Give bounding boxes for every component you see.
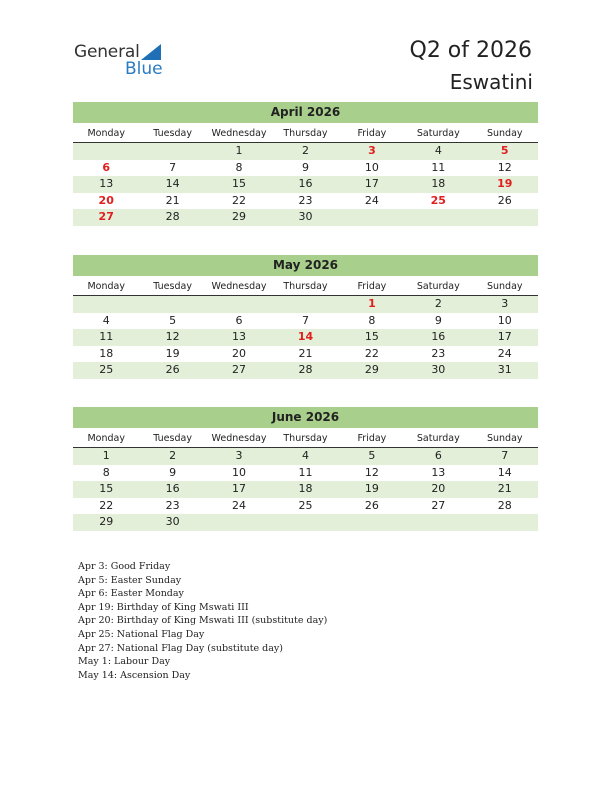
holiday-day-cell: 14 xyxy=(297,330,314,344)
weekday-label: Friday xyxy=(357,281,387,292)
day-cell xyxy=(272,514,338,531)
day-cell: 17 xyxy=(497,330,512,344)
day-cell: 27 xyxy=(431,498,446,512)
logo-triangle-icon xyxy=(141,44,161,60)
day-cell: 21 xyxy=(298,346,313,360)
weekday-label: Wednesday xyxy=(211,281,267,292)
weekday-header-row xyxy=(73,430,538,448)
weekday-label: Friday xyxy=(357,128,387,139)
day-cell: 9 xyxy=(169,465,177,479)
day-cell: 20 xyxy=(431,482,446,496)
generalblue-logo xyxy=(74,42,174,78)
day-cell: 26 xyxy=(364,498,379,512)
day-cell xyxy=(139,296,205,313)
week-row xyxy=(73,160,538,177)
weekday-label: Friday xyxy=(357,433,387,444)
day-cell: 24 xyxy=(232,498,247,512)
weekday-label: Wednesday xyxy=(211,433,267,444)
holiday-day-cell: 25 xyxy=(430,193,446,207)
day-cell xyxy=(339,514,405,531)
week-row xyxy=(73,176,538,193)
weekday-label: Tuesday xyxy=(153,433,192,444)
day-cell: 28 xyxy=(165,210,180,224)
week-row xyxy=(73,362,538,379)
weekday-label: Monday xyxy=(87,281,125,292)
holiday-note: May 1: Labour Day xyxy=(78,656,171,668)
day-cell: 26 xyxy=(497,193,512,207)
weekday-label: Tuesday xyxy=(153,281,192,292)
day-cell: 12 xyxy=(165,330,180,344)
day-cell: 8 xyxy=(102,465,110,479)
day-cell: 24 xyxy=(364,193,379,207)
week-row xyxy=(73,296,538,313)
day-cell: 30 xyxy=(431,363,446,377)
day-cell xyxy=(339,209,405,226)
day-cell: 16 xyxy=(298,177,313,191)
day-cell: 5 xyxy=(169,313,177,327)
day-cell: 2 xyxy=(301,144,309,157)
weekday-header-row xyxy=(73,125,538,143)
day-cell xyxy=(472,209,538,226)
week-row xyxy=(73,346,538,363)
holiday-day-cell: 20 xyxy=(98,193,114,207)
holiday-day-cell: 27 xyxy=(98,210,114,224)
weekday-label: Saturday xyxy=(416,128,460,139)
day-cell: 13 xyxy=(99,177,114,191)
month-title: May 2026 xyxy=(73,255,538,276)
day-cell: 13 xyxy=(232,330,247,344)
logo-blue-text: Blue xyxy=(125,59,163,79)
week-row xyxy=(73,481,538,498)
holiday-day-cell: 1 xyxy=(368,297,376,310)
holiday-note: Apr 27: National Flag Day (substitute day) xyxy=(78,642,283,654)
day-cell: 2 xyxy=(169,449,177,462)
day-cell: 10 xyxy=(232,465,247,479)
day-cell: 11 xyxy=(298,465,313,479)
weekday-label: Thursday xyxy=(283,433,328,444)
month-calendar xyxy=(73,255,538,379)
day-cell: 4 xyxy=(301,449,309,462)
holiday-note: Apr 3: Good Friday xyxy=(78,561,171,572)
day-cell: 17 xyxy=(364,177,379,191)
day-cell: 9 xyxy=(301,160,309,174)
day-cell: 22 xyxy=(232,193,247,207)
day-cell: 1 xyxy=(102,449,110,462)
day-cell: 14 xyxy=(497,465,512,479)
week-row xyxy=(73,498,538,515)
month-title: June 2026 xyxy=(73,407,538,428)
weekday-label: Sunday xyxy=(486,433,523,444)
day-cell: 24 xyxy=(497,346,512,360)
weekday-label: Thursday xyxy=(283,281,328,292)
day-cell: 16 xyxy=(165,482,180,496)
day-cell: 6 xyxy=(235,313,243,327)
holiday-note: May 14: Ascension Day xyxy=(78,669,191,681)
day-cell: 11 xyxy=(431,160,446,174)
day-cell: 21 xyxy=(165,193,180,207)
day-cell: 13 xyxy=(431,465,446,479)
day-cell: 15 xyxy=(232,177,247,191)
weekday-label: Monday xyxy=(87,128,125,139)
day-cell: 22 xyxy=(364,346,379,360)
day-cell: 29 xyxy=(99,515,114,529)
day-cell: 4 xyxy=(102,313,110,327)
holiday-day-cell: 3 xyxy=(368,144,376,157)
day-cell: 30 xyxy=(165,515,180,529)
day-cell: 14 xyxy=(165,177,180,191)
day-cell: 18 xyxy=(298,482,313,496)
holiday-note: Apr 6: Easter Monday xyxy=(78,588,184,600)
holiday-note: Apr 25: National Flag Day xyxy=(78,628,205,640)
holiday-note: Apr 5: Easter Sunday xyxy=(78,574,182,586)
weekday-label: Sunday xyxy=(486,281,523,292)
day-cell xyxy=(73,143,139,160)
page-title: Q2 of 2026 xyxy=(409,38,532,63)
day-cell: 23 xyxy=(165,498,180,512)
week-row xyxy=(73,465,538,482)
weekday-label: Saturday xyxy=(416,433,460,444)
day-cell: 5 xyxy=(368,449,376,462)
weekday-label: Thursday xyxy=(283,128,328,139)
day-cell: 16 xyxy=(431,330,446,344)
day-cell: 25 xyxy=(99,363,114,377)
holiday-day-cell: 19 xyxy=(497,177,513,191)
day-cell: 1 xyxy=(235,144,243,157)
holiday-note: Apr 19: Birthday of King Mswati III xyxy=(78,601,249,613)
day-cell xyxy=(73,296,139,313)
day-cell: 21 xyxy=(497,482,512,496)
month-calendar xyxy=(73,407,538,531)
day-cell: 22 xyxy=(99,498,114,512)
day-cell: 27 xyxy=(232,363,247,377)
holiday-notes xyxy=(78,560,327,682)
day-cell: 10 xyxy=(364,160,379,174)
week-row xyxy=(73,143,538,160)
day-cell: 12 xyxy=(364,465,379,479)
day-cell: 8 xyxy=(235,160,243,174)
weekday-header-row xyxy=(73,278,538,296)
day-cell: 29 xyxy=(364,363,379,377)
day-cell xyxy=(272,296,338,313)
day-cell: 7 xyxy=(501,449,509,462)
day-cell: 18 xyxy=(431,177,446,191)
week-row xyxy=(73,329,538,346)
weekday-label: Saturday xyxy=(416,281,460,292)
day-cell: 15 xyxy=(364,330,379,344)
logo-general-text: General xyxy=(74,42,140,62)
day-cell: 12 xyxy=(497,160,512,174)
day-cell: 3 xyxy=(501,297,509,310)
day-cell: 23 xyxy=(431,346,446,360)
day-cell: 26 xyxy=(165,363,180,377)
month-title: April 2026 xyxy=(73,102,538,123)
day-cell: 7 xyxy=(169,160,177,174)
day-cell xyxy=(206,296,272,313)
day-cell: 19 xyxy=(364,482,379,496)
holiday-day-cell: 6 xyxy=(102,160,111,174)
week-row xyxy=(73,448,538,465)
week-row xyxy=(73,193,538,210)
day-cell: 3 xyxy=(235,449,243,462)
day-cell: 4 xyxy=(434,144,442,157)
weekday-label: Wednesday xyxy=(211,128,267,139)
day-cell: 8 xyxy=(368,313,376,327)
weekday-label: Sunday xyxy=(486,128,523,139)
day-cell xyxy=(405,209,471,226)
day-cell xyxy=(206,514,272,531)
day-cell: 29 xyxy=(232,210,247,224)
day-cell xyxy=(405,514,471,531)
day-cell xyxy=(472,514,538,531)
week-row xyxy=(73,514,538,531)
day-cell: 2 xyxy=(434,297,442,310)
day-cell: 6 xyxy=(434,449,442,462)
holiday-day-cell: 5 xyxy=(500,144,509,157)
day-cell: 31 xyxy=(497,363,512,377)
day-cell: 18 xyxy=(99,346,114,360)
day-cell: 15 xyxy=(99,482,114,496)
weekday-label: Tuesday xyxy=(153,128,192,139)
day-cell: 11 xyxy=(99,330,114,344)
day-cell: 17 xyxy=(232,482,247,496)
day-cell xyxy=(139,143,205,160)
day-cell: 10 xyxy=(497,313,512,327)
week-row xyxy=(73,209,538,226)
week-row xyxy=(73,313,538,330)
day-cell: 7 xyxy=(301,313,309,327)
holiday-note: Apr 20: Birthday of King Mswati III (substitute day) xyxy=(78,615,328,627)
day-cell: 19 xyxy=(165,346,180,360)
day-cell: 23 xyxy=(298,193,313,207)
day-cell: 20 xyxy=(232,346,247,360)
day-cell: 30 xyxy=(298,210,313,224)
day-cell: 9 xyxy=(434,313,442,327)
day-cell: 28 xyxy=(497,498,512,512)
day-cell: 25 xyxy=(298,498,313,512)
day-cell: 28 xyxy=(298,363,313,377)
country-name: Eswatini xyxy=(449,70,533,94)
month-calendar xyxy=(73,102,538,226)
weekday-label: Monday xyxy=(87,433,125,444)
